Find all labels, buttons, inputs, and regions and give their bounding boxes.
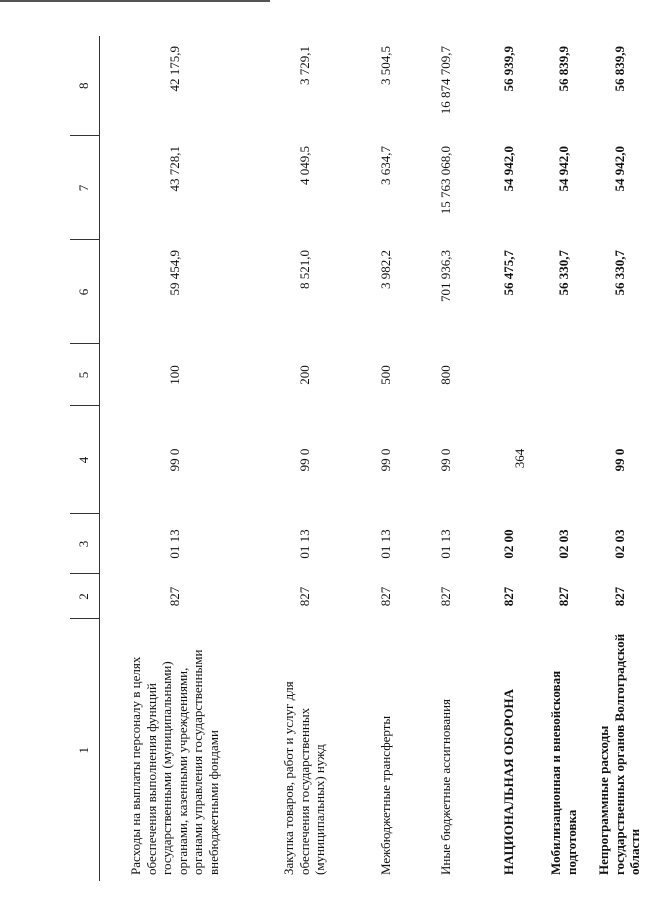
- expense-type-cell: 200: [296, 365, 312, 385]
- row-name-cell: Закупка товаров, работ и услуг для обеспечения государственных (муниципальных) нужд: [281, 681, 328, 875]
- column-header: 8: [70, 36, 100, 136]
- column-header: 6: [70, 240, 100, 344]
- amount-col7-cell: 15 763 068,0: [437, 146, 453, 215]
- row-name-cell: Иные бюджетные ассигнования: [437, 698, 453, 875]
- expense-type-cell: 100: [166, 365, 182, 385]
- amount-col7-cell: 54 942,0: [611, 146, 627, 192]
- department-code-cell: 827: [437, 586, 453, 607]
- row-name-cell: Расходы на выплаты персоналу в целях обеспечения выполнения функций государственными (муниципальными) органами, казенными учреждениями, органами управления государственными внебюджетными фондами: [127, 649, 221, 875]
- target-article-cell: 99 0: [166, 448, 182, 472]
- column-header: 5: [70, 344, 100, 406]
- department-code-cell: 827: [555, 586, 571, 607]
- row-name-cell: НАЦИОНАЛЬНАЯ ОБОРОНА: [500, 689, 516, 875]
- row-name-cell: Непрограммные расходы государственных органов Волгоградской области: [596, 633, 643, 875]
- department-code-cell: 827: [166, 586, 182, 607]
- row-name-cell: Межбюджетные трансферты: [377, 715, 393, 875]
- amount-col8-cell: 56 939,9: [500, 46, 516, 92]
- target-article-cell: 99 0: [611, 448, 627, 472]
- amount-col7-cell: 3 634,7: [377, 146, 393, 185]
- section-code-cell: 02 03: [555, 529, 571, 559]
- amount-col8-cell: 16 874 709,7: [437, 46, 453, 115]
- amount-col8-cell: 56 839,9: [555, 46, 571, 92]
- table-row: [100, 36, 250, 881]
- budget-table: [70, 36, 650, 881]
- column-header: 3: [70, 514, 100, 574]
- department-code-cell: 827: [611, 586, 627, 607]
- expense-type-cell: [480, 344, 538, 406]
- table-row: [250, 36, 360, 881]
- expense-type-cell: [590, 344, 650, 406]
- target-article-cell: 99 0: [437, 448, 453, 472]
- amount-col7-cell: 43 728,1: [166, 146, 182, 192]
- department-code-cell: 827: [377, 586, 393, 607]
- column-header: 4: [70, 406, 100, 514]
- amount-col6-cell: 56 330,7: [611, 250, 627, 296]
- amount-col8-cell: 42 175,9: [166, 46, 182, 92]
- table-body: [100, 36, 650, 881]
- target-article-cell: [480, 406, 538, 514]
- amount-col6-cell: 701 936,3: [437, 250, 453, 302]
- amount-col7-cell: 54 942,0: [500, 146, 516, 192]
- column-header: 2: [70, 574, 100, 619]
- amount-col8-cell: 3 729,1: [296, 46, 312, 85]
- table-row: [480, 36, 538, 881]
- table-row: [360, 36, 412, 881]
- section-code-cell: 02 00: [500, 529, 516, 559]
- section-code-cell: 01 13: [166, 529, 182, 559]
- section-code-cell: 01 13: [437, 529, 453, 559]
- amount-col6-cell: 56 330,7: [555, 250, 571, 296]
- amount-col6-cell: 8 521,0: [296, 250, 312, 289]
- amount-col7-cell: 54 942,0: [555, 146, 571, 192]
- amount-col6-cell: 59 454,9: [166, 250, 182, 296]
- target-article-cell: 99 0: [377, 448, 393, 472]
- expense-type-cell: 800: [437, 365, 453, 385]
- amount-col7-cell: 4 049,5: [296, 146, 312, 185]
- column-header: 1: [70, 619, 100, 881]
- row-name-cell: Мобилизационная и вневойсковая подготовка: [547, 670, 579, 875]
- top-rule: [0, 0, 270, 2]
- rotated-page: [70, 36, 643, 881]
- amount-col6-cell: 56 475,7: [500, 250, 516, 296]
- target-article-cell: 99 0: [296, 448, 312, 472]
- target-article-cell: [538, 406, 590, 514]
- page-number: 364: [512, 448, 527, 469]
- amount-col8-cell: 3 504,5: [377, 46, 393, 85]
- column-header: 7: [70, 136, 100, 240]
- header-row: [70, 36, 100, 881]
- table-row: [538, 36, 590, 881]
- amount-col6-cell: 3 982,2: [377, 250, 393, 289]
- amount-col8-cell: 56 839,9: [611, 46, 627, 92]
- department-code-cell: 827: [296, 586, 312, 607]
- section-code-cell: 01 13: [296, 529, 312, 559]
- table-row: [590, 36, 650, 881]
- section-code-cell: 01 13: [377, 529, 393, 559]
- section-code-cell: 02 03: [611, 529, 627, 559]
- table-row: [412, 36, 480, 881]
- expense-type-cell: [538, 344, 590, 406]
- department-code-cell: 827: [500, 586, 516, 607]
- expense-type-cell: 500: [377, 365, 393, 385]
